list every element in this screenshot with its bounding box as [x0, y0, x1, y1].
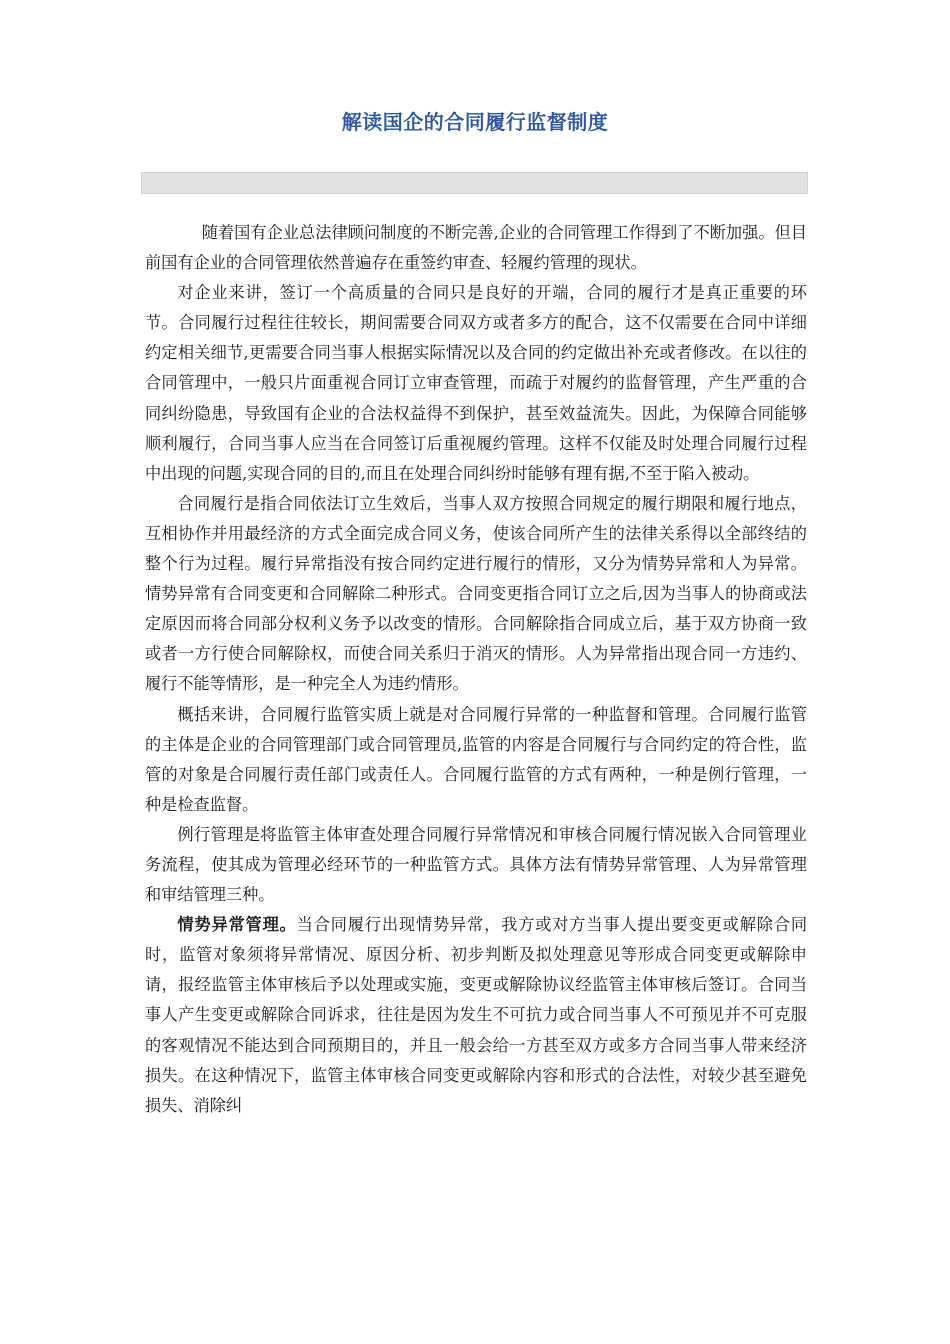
paragraph-6-lead: 情势异常管理。	[177, 915, 297, 935]
header-divider-bar	[141, 172, 808, 194]
paragraph-6	[145, 910, 807, 1121]
paragraph-6-text: 当合同履行出现情势异常，我方或对方当事人提出要变更或解除合同时，监管对象须将异常情况、原因分析、初步判断及拟处理意见等形成合同变更或解除申请，报经监管主体审核后予以处理或实施，变更或解除协议经监管主体审核后签订。合同当事人产生变更或解除合同诉求，往往是因为发生不可抗力或合同当事人不可预见并不可克服的客观情况不能达到合同预期目的，并且一般会给一方甚至双方或多方合同当事人带来经济损失。在这种情况下，监管主体审核合同变更或解除内容和形式的合法性，对较少甚至避免损失、消除纠	[145, 915, 808, 1115]
paragraph-2: 对企业来讲，签订一个高质量的合同只是良好的开端，合同的履行才是真正重要的环节。合同履行过程往往较长，期间需要合同双方或者多方的配合，这不仅需要在合同中详细约定相关细节,更需要合同当事人根据实际情况以及合同的约定做出补充或者修改。在以往的合同管理中，一般只片面重视合同订立审查管理，而疏于对履约的监督管理，产生严重的合同纠纷隐患，导致国有企业的合法权益得不到保护，甚至效益流失。因此，为保障合同能够顺利履行，合同当事人应当在合同签订后重视履约管理。这样不仅能及时处理合同履行过程中出现的问题,实现合同的目的,而且在处理合同纠纷时能够有理有据,不至于陷入被动。	[145, 283, 807, 483]
paragraph-3: 合同履行是指合同依法订立生效后，当事人双方按照合同规定的履行期限和履行地点，互相协作并用最经济的方式全面完成合同义务，使该合同所产生的法律关系得以全部终结的整个行为过程。履行异常指没有按合同约定进行履行的情形，又分为情势异常和人为异常。情势异常有合同变更和合同解除二种形式。合同变更指合同订立之后,因为当事人的协商或法定原因而将合同部分权利义务予以改变的情形。合同解除指合同成立后，基于双方协商一致或者一方行使合同解除权，而使合同关系归于消灭的情形。人为异常指出现合同一方违约、履行不能等情形，是一种完全人为违约情形。	[145, 493, 807, 694]
paragraph-4: 概括来讲，合同履行监管实质上就是对合同履行异常的一种监督和管理。合同履行监管的主体是企业的合同管理部门或合同管理员,监管的内容是合同履行与合同约定的符合性，监管的对象是合同履行责任部门或责任人。合同履行监管的方式有两种，一种是例行管理，一种是检查监督。	[145, 704, 807, 814]
paragraph-5: 例行管理是将监管主体审查处理合同履行异常情况和审核合同履行情况嵌入合同管理业务流程，使其成为管理必经环节的一种监管方式。具体方法有情势异常管理、人为异常管理和审结管理三种。	[145, 824, 807, 905]
document-body	[145, 218, 807, 1121]
document-title: 解读国企的合同履行监督制度	[341, 110, 609, 134]
paragraph-1: 随着国有企业总法律顾问制度的不断完善,企业的合同管理工作得到了不断加强。但目前国有企业的合同管理依然普遍存在重签约审查、轻履约管理的现状。	[145, 223, 807, 273]
